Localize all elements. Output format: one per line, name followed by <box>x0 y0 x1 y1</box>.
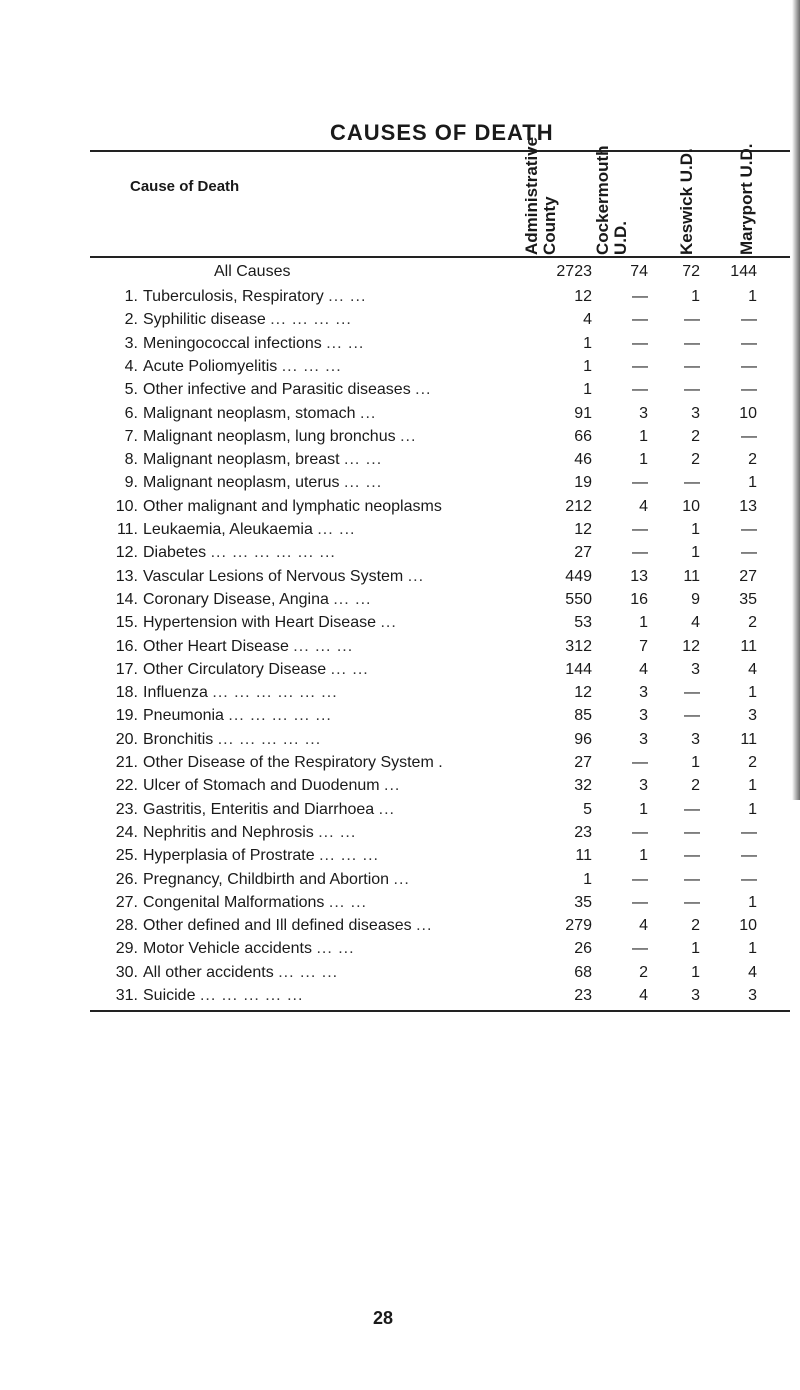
cause-cell <box>143 518 563 542</box>
keswick-value: 3 <box>691 660 700 678</box>
cause-cell <box>143 378 563 402</box>
cockermouth-value: 1 <box>639 800 648 818</box>
cockermouth-value: — <box>632 311 648 329</box>
page-number: 28 <box>373 1308 394 1328</box>
administrative-county-value: 550 <box>565 590 592 608</box>
table-row <box>0 798 800 822</box>
administrative-county-value: 12 <box>574 521 592 538</box>
leader-dots: ... <box>393 870 410 888</box>
keswick-value: — <box>684 474 700 492</box>
table-row <box>0 611 800 635</box>
administrative-county-value: 1 <box>583 334 592 352</box>
cause-cell <box>143 308 563 332</box>
maryport-value: 10 <box>739 917 757 935</box>
cause-label: Malignant neoplasm, breast <box>143 451 340 469</box>
cause-label: Influenza <box>143 684 208 702</box>
administrative-county-value: 23 <box>574 823 592 841</box>
row-number: 1. <box>124 288 138 305</box>
administrative-county-value: 23 <box>574 987 592 1004</box>
leader-dots: ... ... ... <box>278 963 339 981</box>
leader-dots: ... ... ... <box>319 847 379 865</box>
cause-cell <box>143 728 563 752</box>
maryport-header <box>738 144 756 255</box>
table-row <box>0 728 800 752</box>
administrative-county-value: 27 <box>574 754 592 771</box>
cockermouth-value: 1 <box>639 451 648 469</box>
maryport-value: 1 <box>748 893 757 911</box>
table-row <box>0 961 800 985</box>
keswick-value: 1 <box>691 754 700 771</box>
cause-cell <box>143 285 563 309</box>
table-row <box>0 635 800 659</box>
administrative-county-value: 32 <box>574 777 592 795</box>
totals-administrative-county: 2723 <box>556 263 592 280</box>
cause-label: Malignant neoplasm, uterus <box>143 474 340 492</box>
maryport-value: — <box>741 870 757 888</box>
cause-cell <box>143 495 563 519</box>
maryport-value: 2 <box>748 451 757 469</box>
leader-dots: ... ... <box>330 660 369 678</box>
cause-label: Malignant neoplasm, stomach <box>143 404 356 422</box>
cause-label: Other Circulatory Disease <box>143 660 327 678</box>
maryport-value: 4 <box>748 963 757 981</box>
administrative-county-value: 1 <box>583 357 592 375</box>
administrative-county-value: 46 <box>574 451 592 469</box>
cockermouth-value: 3 <box>639 404 648 422</box>
administrative-county-value: 12 <box>574 684 592 702</box>
row-number: 18. <box>115 684 138 702</box>
leader-dots: ... <box>378 800 395 818</box>
row-number: 9. <box>124 474 138 492</box>
keswick-value: 2 <box>691 917 700 935</box>
table-row <box>0 774 800 798</box>
leader-dots: ... ... <box>328 288 367 305</box>
row-number: 16. <box>115 637 138 655</box>
cockermouth-value: — <box>632 288 648 305</box>
table-row <box>0 402 800 426</box>
keswick-value: 1 <box>691 963 700 981</box>
cockermouth-value: 1 <box>639 847 648 865</box>
cockermouth-value: — <box>632 381 648 399</box>
table-row <box>0 332 800 356</box>
cockermouth-value: 1 <box>639 427 648 445</box>
row-number: 19. <box>115 707 138 725</box>
keswick-value: 12 <box>682 637 700 655</box>
row-number: 26. <box>115 870 138 888</box>
administrative-county-header <box>523 137 559 255</box>
table-row <box>0 937 800 961</box>
cause-cell <box>143 355 563 379</box>
keswick-value: 10 <box>682 497 700 515</box>
cause-label: Tuberculosis, Respiratory <box>143 288 324 305</box>
cause-cell <box>143 658 563 682</box>
table-row <box>0 704 800 728</box>
table-row <box>0 891 800 915</box>
leader-dots: ... <box>384 777 401 795</box>
leader-dots: ... ... <box>328 893 367 911</box>
administrative-county-value: 212 <box>565 497 592 515</box>
row-number: 13. <box>115 567 138 585</box>
administrative-county-value: 5 <box>583 800 592 818</box>
cockermouth-value: 3 <box>639 777 648 795</box>
cause-label: Acute Poliomyelitis <box>143 357 278 375</box>
maryport-value: — <box>741 381 757 399</box>
table-row <box>0 914 800 938</box>
keswick-value: 1 <box>691 940 700 958</box>
row-number: 5. <box>124 381 138 399</box>
cause-cell <box>143 774 563 798</box>
cause-label: Diabetes <box>143 544 207 562</box>
totals-keswick: 72 <box>682 263 700 280</box>
cockermouth-value: 4 <box>639 987 648 1004</box>
cause-cell <box>143 844 563 868</box>
row-number: 10. <box>115 497 138 515</box>
administrative-county-value: 449 <box>565 567 592 585</box>
keswick-value: 4 <box>691 614 700 632</box>
cause-cell <box>143 565 563 589</box>
cockermouth-value: — <box>632 823 648 841</box>
keswick-header-line1: Keswick U.D. <box>677 148 696 255</box>
row-number: 25. <box>115 847 138 865</box>
cockermouth-value: 3 <box>639 730 648 748</box>
administrative-county-value: 144 <box>565 660 592 678</box>
keswick-value: — <box>684 381 700 399</box>
cause-label: Other infective and Parasitic diseases <box>143 381 411 399</box>
table-row <box>0 448 800 472</box>
keswick-value: 3 <box>691 987 700 1004</box>
administrative-county-value: 91 <box>574 404 592 422</box>
cockermouth-value: 4 <box>639 497 648 515</box>
maryport-value: — <box>741 357 757 375</box>
row-number: 22. <box>115 777 138 795</box>
maryport-value: — <box>741 334 757 352</box>
cockermouth-value: — <box>632 893 648 911</box>
table-row <box>0 844 800 868</box>
leader-dots: ... ... <box>333 590 372 608</box>
keswick-value: — <box>684 893 700 911</box>
table-row <box>0 658 800 682</box>
administrative-county-value: 26 <box>574 940 592 958</box>
cause-label: Syphilitic disease <box>143 311 266 329</box>
maryport-value: — <box>741 521 757 538</box>
row-number: 20. <box>115 730 138 748</box>
row-number: 31. <box>115 987 138 1004</box>
cause-label: Meningococcal infections <box>143 334 322 352</box>
keswick-value: — <box>684 823 700 841</box>
maryport-value: — <box>741 311 757 329</box>
cause-label: Other malignant and lymphatic neoplasms <box>143 497 442 515</box>
administrative-county-value: 4 <box>583 311 592 329</box>
leader-dots: ... ... <box>317 521 356 538</box>
administrative-county-value: 1 <box>583 870 592 888</box>
cause-cell <box>143 541 563 565</box>
totals-label: All Causes <box>214 263 291 280</box>
table-row <box>0 425 800 449</box>
leader-dots: ... ... <box>316 940 355 958</box>
table-row <box>0 681 800 705</box>
cause-label: Bronchitis <box>143 730 214 748</box>
administrative-county-header-line2: County <box>540 196 559 255</box>
cause-cell <box>143 402 563 426</box>
cause-cell <box>143 704 563 728</box>
cause-cell <box>143 821 563 845</box>
cockermouth-value: — <box>632 870 648 888</box>
cause-label: Pneumonia <box>143 707 224 725</box>
cockermouth-value: — <box>632 940 648 958</box>
keswick-value: — <box>684 311 700 329</box>
maryport-value: 2 <box>748 754 757 771</box>
cockermouth-value: — <box>632 474 648 492</box>
administrative-county-value: 11 <box>575 847 592 865</box>
table-row <box>0 588 800 612</box>
cockermouth-value: — <box>632 334 648 352</box>
cause-cell <box>143 681 563 705</box>
leader-dots: ... ... ... <box>281 357 342 375</box>
leader-dots: ... ... <box>326 334 365 352</box>
bottom-rule <box>90 1010 790 1012</box>
keswick-value: 1 <box>691 544 700 562</box>
cockermouth-value: 16 <box>630 590 648 608</box>
leader-dots: ... <box>415 381 432 399</box>
cockermouth-value: 4 <box>639 660 648 678</box>
totals-maryport: 144 <box>730 263 757 280</box>
cause-cell <box>143 868 563 892</box>
header-rule <box>90 256 790 258</box>
keswick-value: 2 <box>691 777 700 795</box>
leader-dots: ... ... ... ... ... <box>228 707 332 725</box>
cause-cell <box>143 635 563 659</box>
cause-label: Coronary Disease, Angina <box>143 590 329 608</box>
row-number: 2. <box>124 311 138 329</box>
leader-dots: ... <box>400 427 417 445</box>
row-number: 4. <box>124 357 138 375</box>
cockermouth-header <box>594 145 630 255</box>
table-row <box>0 518 800 542</box>
cause-cell <box>143 425 563 449</box>
row-number: 23. <box>115 800 138 818</box>
page-title: CAUSES OF DEATH <box>330 120 554 145</box>
maryport-value: 11 <box>740 637 757 655</box>
cause-label: Gastritis, Enteritis and Diarrhoea <box>143 800 375 818</box>
cause-cell <box>143 611 563 635</box>
cockermouth-value: 3 <box>639 684 648 702</box>
cockermouth-header-line1: Cockermouth <box>593 145 612 255</box>
cause-cell <box>143 471 563 495</box>
table-row <box>0 308 800 332</box>
keswick-value: — <box>684 357 700 375</box>
keswick-value: — <box>684 847 700 865</box>
cause-cell <box>143 961 563 985</box>
cause-label: Vascular Lesions of Nervous System <box>143 567 404 585</box>
cockermouth-value: 2 <box>639 963 648 981</box>
administrative-county-value: 279 <box>565 917 592 935</box>
cause-cell <box>143 891 563 915</box>
administrative-county-value: 96 <box>574 730 592 748</box>
maryport-value: 1 <box>748 800 757 818</box>
cause-label: Other Heart Disease <box>143 637 289 655</box>
keswick-value: 11 <box>683 567 700 585</box>
maryport-value: — <box>741 847 757 865</box>
cause-cell <box>143 448 563 472</box>
cockermouth-value: — <box>632 544 648 562</box>
cockermouth-header-line2: U.D. <box>611 221 630 255</box>
cause-column-header: Cause of Death <box>130 178 240 195</box>
administrative-county-value: 27 <box>574 544 592 562</box>
cause-label: Ulcer of Stomach and Duodenum <box>143 777 380 795</box>
row-number: 21. <box>115 754 138 771</box>
administrative-county-value: 312 <box>565 637 592 655</box>
table-row <box>0 541 800 565</box>
row-number: 3. <box>124 334 138 352</box>
cause-cell <box>143 798 563 822</box>
maryport-value: 10 <box>739 404 757 422</box>
maryport-value: 1 <box>748 288 757 305</box>
maryport-value: 1 <box>748 474 757 492</box>
cockermouth-value: — <box>632 357 648 375</box>
keswick-value: 1 <box>691 521 700 538</box>
cause-cell <box>143 588 563 612</box>
row-number: 12. <box>115 544 138 562</box>
leader-dots: ... <box>407 567 425 585</box>
table-row <box>0 471 800 495</box>
administrative-county-value: 85 <box>574 707 592 725</box>
administrative-county-value: 19 <box>574 474 592 492</box>
keswick-header <box>678 148 696 255</box>
cockermouth-value: 3 <box>639 707 648 725</box>
keswick-value: 3 <box>691 730 700 748</box>
keswick-value: — <box>684 334 700 352</box>
leader-dots: ... ... ... ... ... <box>199 987 304 1004</box>
cockermouth-value: 7 <box>639 637 648 655</box>
row-number: 7. <box>124 427 138 445</box>
table-row <box>0 868 800 892</box>
row-number: 30. <box>115 963 138 981</box>
cause-label: Hypertension with Heart Disease <box>143 614 376 632</box>
keswick-value: 9 <box>691 590 700 608</box>
cause-cell <box>143 332 563 356</box>
maryport-value: 1 <box>748 777 757 795</box>
table-row <box>0 751 800 775</box>
leader-dots: ... ... <box>344 474 383 492</box>
totals-row <box>0 260 800 284</box>
maryport-value: — <box>741 544 757 562</box>
keswick-value: 2 <box>691 451 700 469</box>
row-number: 28. <box>115 917 138 935</box>
cause-label: Hyperplasia of Prostrate <box>143 847 315 865</box>
keswick-value: 1 <box>691 288 700 305</box>
cause-label: Malignant neoplasm, lung bronchus <box>143 427 396 445</box>
keswick-value: 3 <box>691 404 700 422</box>
maryport-value: — <box>741 427 757 445</box>
keswick-value: — <box>684 870 700 888</box>
leader-dots: ... ... <box>318 823 357 841</box>
leader-dots: ... ... ... ... <box>270 311 352 329</box>
maryport-value: 1 <box>748 940 757 958</box>
leader-dots: ... <box>380 614 397 632</box>
maryport-header-line1: Maryport U.D. <box>737 143 756 255</box>
leader-dots: ... ... ... ... ... <box>217 730 322 748</box>
row-number: 29. <box>115 940 138 958</box>
maryport-value: 35 <box>739 590 757 608</box>
cockermouth-value: 1 <box>639 614 648 632</box>
cause-label: Suicide <box>143 987 196 1004</box>
totals-cockermouth: 74 <box>630 263 648 280</box>
administrative-county-value: 12 <box>574 288 592 305</box>
keswick-value: — <box>684 800 700 818</box>
leader-dots: ... <box>360 404 377 422</box>
leader-dots: ... ... ... <box>293 637 354 655</box>
keswick-value: — <box>684 684 700 702</box>
row-number: 14. <box>115 590 138 608</box>
leader-dots: ... ... ... ... ... ... <box>210 544 336 562</box>
administrative-county-value: 66 <box>574 427 592 445</box>
cause-label: All other accidents <box>143 963 274 981</box>
table-row <box>0 821 800 845</box>
maryport-value: 27 <box>739 567 757 585</box>
table-row <box>0 355 800 379</box>
cause-label: Congenital Malformations <box>143 893 325 911</box>
keswick-value: 2 <box>691 427 700 445</box>
cockermouth-value: 13 <box>630 567 648 585</box>
row-number: 6. <box>124 404 138 422</box>
row-number: 27. <box>115 893 138 911</box>
table-row <box>0 984 800 1008</box>
row-number: 11. <box>116 521 138 538</box>
cause-label: Leukaemia, Aleukaemia <box>143 521 313 538</box>
cockermouth-value: — <box>632 754 648 771</box>
cause-cell <box>143 914 563 938</box>
row-number: 15. <box>115 614 138 632</box>
row-number: 17. <box>115 660 138 678</box>
administrative-county-value: 1 <box>583 381 592 399</box>
keswick-value: — <box>684 707 700 725</box>
cockermouth-value: — <box>632 521 648 538</box>
maryport-value: 1 <box>748 684 757 702</box>
table-row <box>0 378 800 402</box>
cause-label: Motor Vehicle accidents <box>143 940 312 958</box>
administrative-county-value: 35 <box>574 893 592 911</box>
row-number: 8. <box>124 451 138 469</box>
table-row <box>0 495 800 519</box>
administrative-county-value: 68 <box>574 963 592 981</box>
row-number: 24. <box>115 823 138 841</box>
maryport-value: 2 <box>748 614 757 632</box>
table-row <box>0 285 800 309</box>
table-row <box>0 565 800 589</box>
maryport-value: 4 <box>748 660 757 678</box>
cause-label: Other Disease of the Respiratory System . <box>143 754 443 771</box>
leader-dots: ... ... <box>344 451 383 469</box>
cause-cell <box>143 984 563 1008</box>
maryport-value: — <box>741 823 757 841</box>
administrative-county-value: 53 <box>574 614 592 632</box>
cause-label: Nephritis and Nephrosis <box>143 823 314 841</box>
maryport-value: 3 <box>748 987 757 1004</box>
leader-dots: ... ... ... ... ... ... <box>212 684 338 702</box>
maryport-value: 3 <box>748 707 757 725</box>
cockermouth-value: 4 <box>639 917 648 935</box>
cause-label: Pregnancy, Childbirth and Abortion <box>143 870 390 888</box>
cause-cell <box>143 751 563 775</box>
maryport-value: 11 <box>740 730 757 748</box>
cause-label: Other defined and Ill defined diseases <box>143 917 412 935</box>
maryport-value: 13 <box>739 497 757 515</box>
leader-dots: ... <box>416 917 433 935</box>
administrative-county-header-line1: Administrative <box>522 136 541 255</box>
cause-cell <box>143 937 563 961</box>
